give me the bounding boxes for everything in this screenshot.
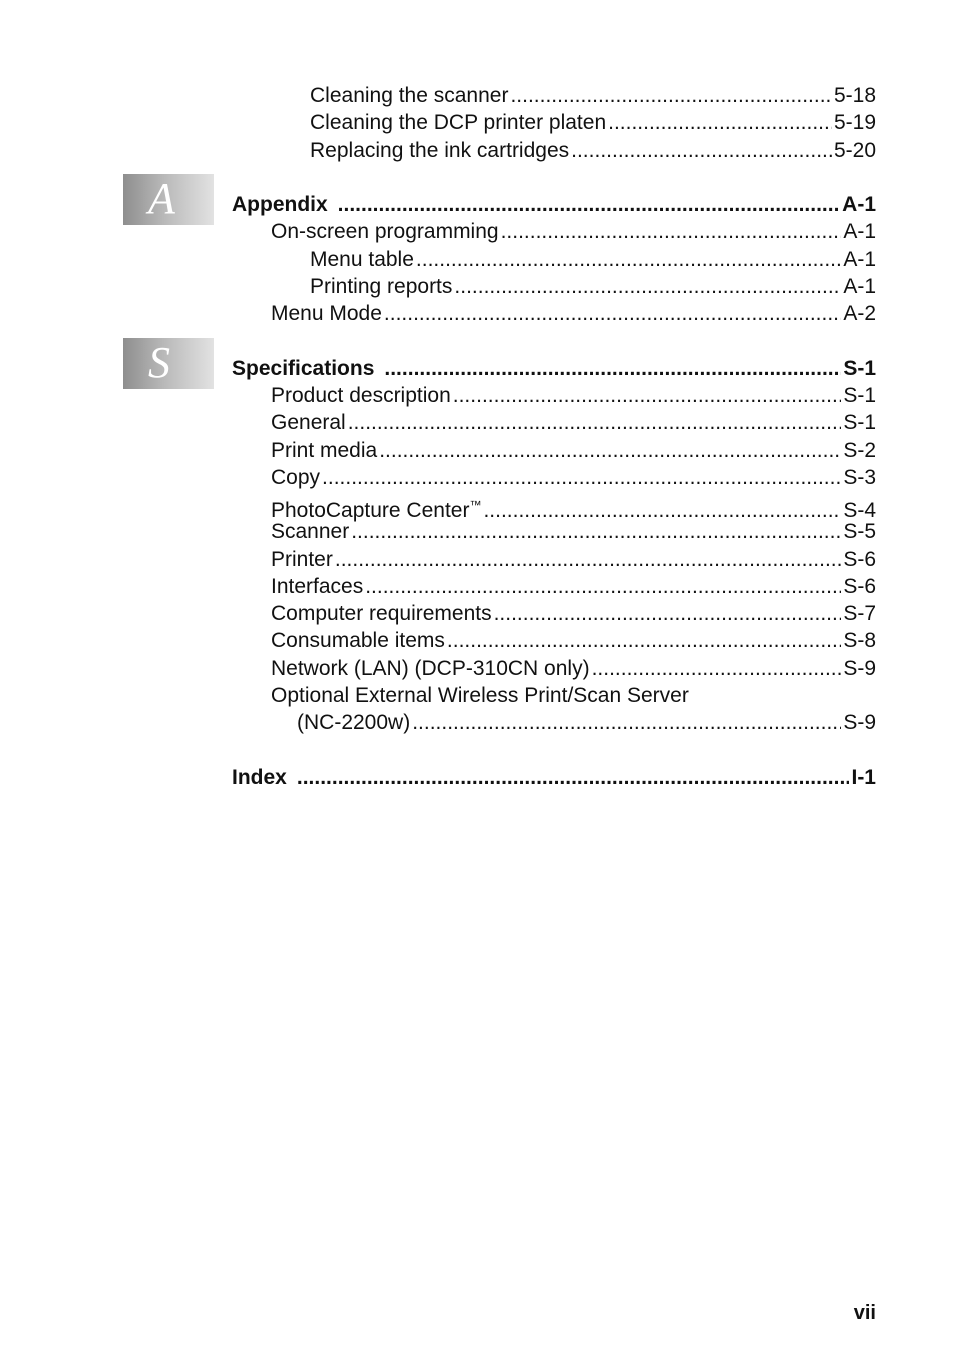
trademark-symbol: ™ — [469, 498, 482, 512]
toc-entry-general[interactable] — [271, 410, 876, 436]
toc-entry-page: S-8 — [843, 629, 876, 652]
toc-entry-page: S-9 — [843, 711, 876, 734]
toc-entry-label: Computer requirements — [271, 602, 492, 625]
toc-entry-wireless-server[interactable]: Optional External Wireless Print/Scan Server — [271, 684, 689, 707]
toc-entry-consumable-items[interactable] — [271, 628, 876, 654]
toc-entry-page: I-1 — [851, 766, 876, 789]
toc-entry-label: Network (LAN) (DCP-310CN only) — [271, 657, 590, 680]
toc-entry-page: S-1 — [843, 357, 876, 380]
toc-entry-computer-requirements[interactable] — [271, 601, 876, 627]
toc-entry-label: Printer — [271, 548, 333, 571]
toc-entry-product-description[interactable] — [271, 383, 876, 409]
toc-entry-page: S-7 — [843, 602, 876, 625]
toc-entry-printing-reports[interactable] — [310, 274, 876, 300]
dot-leader — [348, 410, 842, 436]
dot-leader — [384, 356, 841, 382]
toc-entry-page: S-1 — [843, 411, 876, 434]
toc-entry-page: S-6 — [843, 575, 876, 598]
toc-entry-label: Scanner — [271, 520, 350, 543]
toc-chapter-specifications[interactable] — [232, 356, 876, 382]
toc-entry-page: S-2 — [843, 439, 876, 462]
toc-entry-label: Print media — [271, 439, 378, 462]
toc-entry-page: 5-18 — [833, 84, 876, 107]
dot-leader — [494, 601, 842, 627]
appendix-tab-letter: A — [148, 174, 175, 223]
dot-leader — [351, 519, 841, 545]
toc-entry-network-lan[interactable] — [271, 656, 876, 682]
toc-entry-page: S-9 — [843, 657, 876, 680]
dot-leader — [335, 547, 841, 573]
toc-entry-page: A-2 — [843, 302, 876, 325]
toc-entry-label: On-screen programming — [271, 220, 499, 243]
dot-leader — [592, 656, 842, 682]
dot-leader — [608, 110, 832, 136]
toc-entry-page: 5-19 — [833, 111, 876, 134]
toc-entry-label: Consumable items — [271, 629, 445, 652]
toc-entry-label: General — [271, 411, 346, 434]
dot-leader — [384, 301, 841, 327]
toc-entry-nc-2200w[interactable] — [297, 710, 876, 736]
toc-entry-page: S-5 — [843, 520, 876, 543]
toc-entry-label: Replacing the ink cartridges — [310, 139, 570, 162]
toc-entry-cleaning-scanner[interactable] — [310, 83, 876, 109]
toc-entry-page: S-1 — [843, 384, 876, 407]
dot-leader — [447, 628, 841, 654]
dot-leader — [412, 710, 841, 736]
toc-entry-label: Cleaning the scanner — [310, 84, 509, 107]
toc-entry-label: Interfaces — [271, 575, 364, 598]
toc-entry-label: (NC-2200w) — [297, 711, 411, 734]
toc-entry-page: A-1 — [843, 275, 876, 298]
toc-entry-label-text: PhotoCapture Center — [271, 499, 470, 522]
dot-leader — [379, 438, 841, 464]
toc-entry-menu-mode[interactable] — [271, 301, 876, 327]
toc-entry-label: Cleaning the DCP printer platen — [310, 111, 607, 134]
toc-entry-photocapture[interactable] — [271, 492, 876, 522]
toc-entry-interfaces[interactable] — [271, 574, 876, 600]
dot-leader — [338, 192, 840, 218]
appendix-tab-marker — [123, 174, 214, 225]
toc-entry-replacing-ink[interactable] — [310, 138, 876, 164]
dot-leader — [571, 138, 832, 164]
toc-entry-page: 5-20 — [833, 139, 876, 162]
toc-entry-menu-table[interactable] — [310, 247, 876, 273]
toc-entry-label: Printing reports — [310, 275, 453, 298]
toc-entry-page: S-6 — [843, 548, 876, 571]
toc-chapter-index[interactable] — [232, 765, 876, 791]
toc-entry-label: Menu Mode — [271, 302, 382, 325]
dot-leader — [322, 465, 841, 491]
toc-entry-page: A-1 — [842, 193, 876, 216]
dot-leader — [416, 247, 841, 273]
toc-entry-page: A-1 — [843, 220, 876, 243]
toc-entry-label: Product description — [271, 384, 451, 407]
specifications-tab-letter: S — [148, 338, 170, 387]
toc-entry-cleaning-platen[interactable] — [310, 110, 876, 136]
dot-leader — [453, 383, 842, 409]
toc-entry-label: Menu table — [310, 248, 414, 271]
dot-leader — [510, 83, 832, 109]
toc-entry-page: A-1 — [843, 248, 876, 271]
dot-leader — [297, 765, 850, 791]
toc-entry-label: Copy — [271, 466, 321, 489]
dot-leader — [454, 274, 841, 300]
toc-entry-label: Appendix — [232, 193, 328, 216]
toc-entry-page: S-3 — [843, 466, 876, 489]
toc-entry-label: Specifications — [232, 357, 375, 380]
toc-entry-print-media[interactable] — [271, 438, 876, 464]
toc-entry-label: Index — [232, 766, 287, 789]
specifications-tab-marker — [123, 338, 214, 389]
page-number: vii — [853, 1302, 876, 1324]
toc-entry-printer[interactable] — [271, 547, 876, 573]
toc-entry-onscreen-programming[interactable] — [271, 219, 876, 245]
toc-entry-scanner[interactable] — [271, 519, 876, 545]
dot-leader — [501, 219, 842, 245]
toc-chapter-appendix[interactable] — [232, 192, 876, 218]
toc-entry-copy[interactable] — [271, 465, 876, 491]
dot-leader — [365, 574, 841, 600]
toc-entry-page: S-4 — [843, 499, 876, 522]
